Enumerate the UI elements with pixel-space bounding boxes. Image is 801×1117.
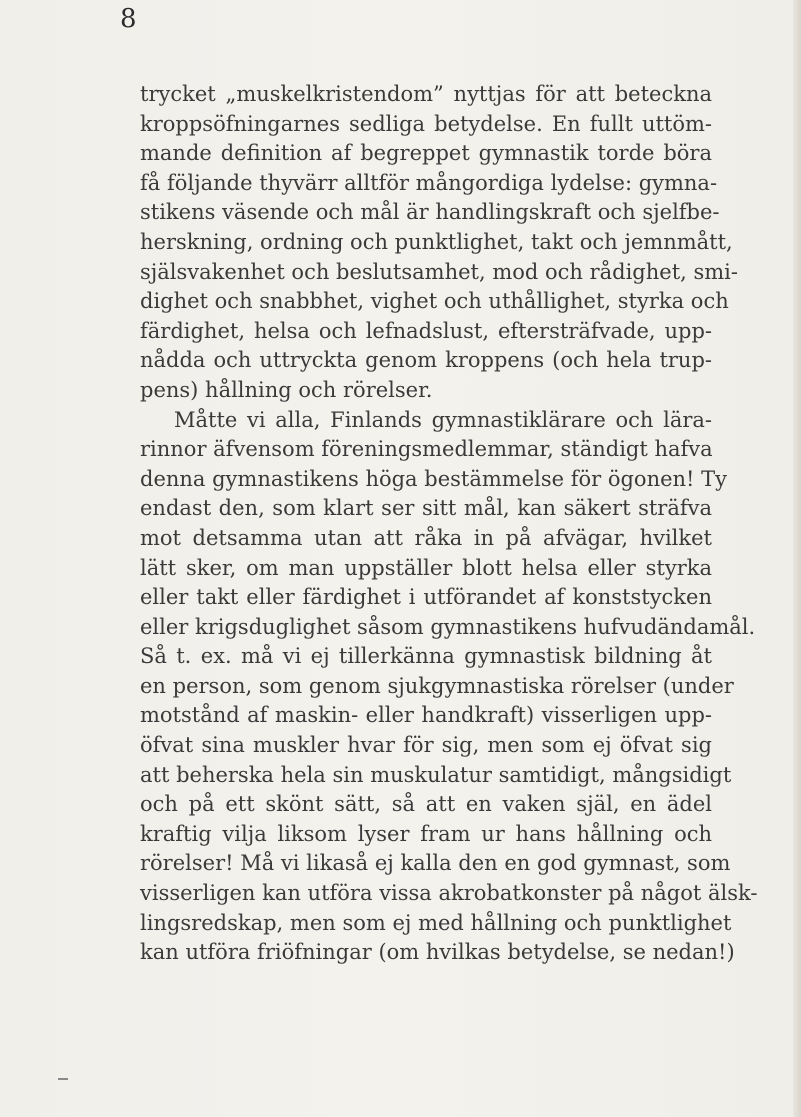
text-line: herskning, ordning och punktlighet, takt och jemnmått, [140,229,733,254]
page-number: 8 [120,4,137,34]
text-line: dighet och snabbhet, vighet och uthållighet, styrka och [140,289,729,314]
text-line: rinnor äfvensom föreningsmedlemmar, ständigt hafva [140,437,713,462]
text-line: kraftig vilja liksom lyser fram ur hans hållning och [140,821,712,846]
text-line: och på ett skönt sätt, så att en vaken själ, en ädel [140,792,712,817]
text-line: nådda och uttryckta genom kroppens (och hela trup- [140,348,712,373]
text-line: visserligen kan utföra vissa akrobatkonster på något älsk- [140,881,758,906]
text-line: att beherska hela sin muskulatur samtidigt, mångsidigt [140,762,732,787]
text-line: eller takt eller färdighet i utförandet af konststycken [140,585,712,610]
text-line: kan utföra friöfningar (om hvilkas betydelse, se nedan!) [140,940,735,965]
paragraph-end-line: pens) hållning och rörelser. [140,377,433,402]
text-line: trycket „muskelkristendom” nyttjas för att beteckna [140,82,712,106]
text-line: denna gymnastikens höga bestämmelse för ögonen! Ty [140,466,728,491]
text-line: lätt sker, om man uppställer blott helsa eller styrka [140,555,712,580]
page-edge [793,0,801,1117]
text-line: mande definition af begreppet gymnastik torde böra [140,141,712,166]
text-line: mot detsamma utan att råka in på afvägar, hvilket [140,525,712,550]
margin-dash-mark [58,1078,68,1080]
body-text [140,80,758,968]
text-line: motstånd af maskin- eller handkraft) visserligen upp- [140,703,712,728]
text-line: färdighet, helsa och lefnadslust, eftersträfvade, upp- [140,318,712,343]
text-line: själsvakenhet och beslutsamhet, mod och rådighet, smi- [140,259,738,284]
text-line: stikens väsende och mål är handlingskraft och sjelfbe- [140,200,720,225]
text-line: en person, som genom sjukgymnastiska rörelser (under [140,673,734,698]
text-line: Så t. ex. må vi ej tillerkänna gymnastisk bildning åt [140,644,712,669]
paragraph-start-line: Måtte vi alla, Finlands gymnastiklärare och lära- [174,407,712,432]
text-line: få följande thyvärr alltför mångordiga lydelse: gymna- [140,170,718,195]
text-line: lingsredskap, men som ej med hållning och punktlighet [140,910,732,935]
text-line: eller krigsduglighet såsom gymnastikens hufvudändamål. [140,614,756,639]
text-line: endast den, som klart ser sitt mål, kan säkert sträfva [140,496,712,521]
text-line: öfvat sina muskler hvar för sig, men som ej öfvat sig [140,733,712,758]
text-line: rörelser! Må vi likaså ej kalla den en god gymnast, som [140,851,731,876]
text-line: kroppsöfningarnes sedliga betydelse. En fullt uttöm- [140,111,712,136]
